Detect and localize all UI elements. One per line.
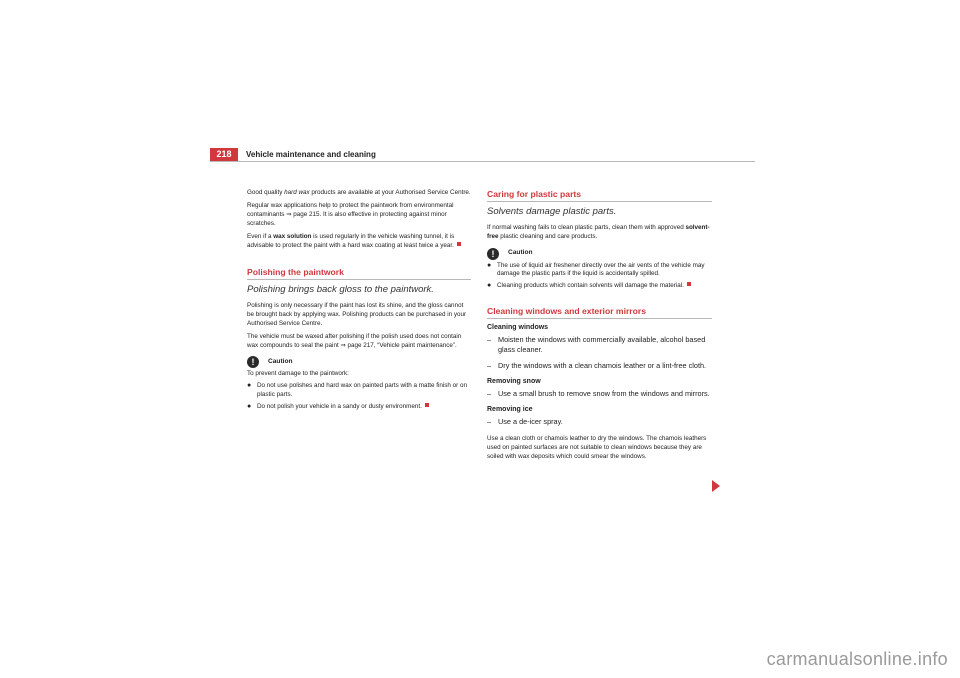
section-subtitle-plastic: Solvents damage plastic parts. [487,206,617,217]
subheading-cleaning-windows: Cleaning windows [487,324,549,332]
windows-note: Use a clean cloth or chamois leather to dry the windows. The chamois leathers used on painted surfaces are not suitable to clean windows because they are soiled with wax deposits which could smear the windows. [487,435,707,460]
watermark: carmanualsonline.info [766,649,948,669]
wax-solution-paragraph: Even if a wax solution is used regularly in the vehicle washing tunnel, it is advisable to protect the paint with a hard wax coating at least twice a year. [247,233,471,251]
list-item: – Dry the windows with a clean chamois leather or a lint-free cloth. [487,361,707,371]
square-end-icon [425,403,429,407]
exclamation-circle-icon: ! [247,356,259,368]
right-column [487,189,712,466]
list-item: ● The use of liquid air freshener directly over the air vents of the vehicle may damage the plastic parts if the liquid is accidentally spilled. [487,261,705,278]
plastic-paragraph: If normal washing fails to clean plastic parts, clean them with approved solvent-free plastic cleaning and care products. [487,224,710,240]
subheading-removing-ice: Removing ice [487,406,533,414]
section-divider [487,201,712,202]
square-end-icon [457,242,461,246]
bullet-icon: ● [247,382,252,390]
triangle-right-icon [712,480,720,492]
wax-intro-paragraph: Good quality hard wax products are available at your Authorised Service Centre. [247,189,471,196]
list-item: ● Cleaning products which contain solvents will damage the material. [487,282,712,291]
bullet-icon: ● [247,402,252,410]
polishing-wax-paragraph: The vehicle must be waxed after polishing if the polish used does not contain wax compounds to seal the paint ⇒ page 217, “Vehicle paint maintenance”. [247,332,462,349]
list-item: ● Do not use polishes and hard wax on painted parts with a matte finish or on plastic parts. [247,382,468,398]
exclamation-circle-icon: ! [487,248,499,260]
caution-heading [247,356,471,368]
caution-heading [487,248,712,260]
square-end-icon [687,282,691,286]
section-subtitle-polishing: Polishing brings back gloss to the paintwork. [247,283,434,295]
page-header [210,148,755,162]
header-divider [210,161,755,162]
list-item: – Use a de-icer spray. [487,417,563,427]
section-title-plastic: Caring for plastic parts [487,189,582,199]
section-divider [247,279,471,280]
chapter-title: Vehicle maintenance and cleaning [246,150,376,159]
list-item: – Use a small brush to remove snow from the windows and mirrors. [487,389,710,399]
list-item: – Moisten the windows with commercially available, alcohol based glass cleaner. [487,335,706,355]
bullet-icon: ● [487,261,492,269]
subheading-removing-snow: Removing snow [487,378,541,386]
polishing-paragraph: Polishing is only necessary if the paint has lost its shine, and the gloss cannot be brought back by applying wax. Polishing products can be purchased in your Authorised Service Centre. [247,301,467,327]
wax-regular-paragraph: Regular wax applications help to protect the paintwork from environmental contaminants ⇒ page 215. It is also effective in protecting against minor scratches. [247,202,454,227]
section-title-polishing: Polishing the paintwork [247,266,344,277]
section-title-windows: Cleaning windows and exterior mirrors [487,306,647,317]
list-item: ● Do not polish your vehicle in a sandy or dusty environment. [247,403,471,412]
caution-label: Caution [508,249,533,257]
caution-label: Caution [268,357,293,365]
page-number: 218 [210,148,238,161]
section-divider [487,318,712,319]
caution-intro: To prevent damage to the paintwork: [247,370,349,378]
left-column [247,189,471,415]
bullet-icon: ● [487,282,492,290]
